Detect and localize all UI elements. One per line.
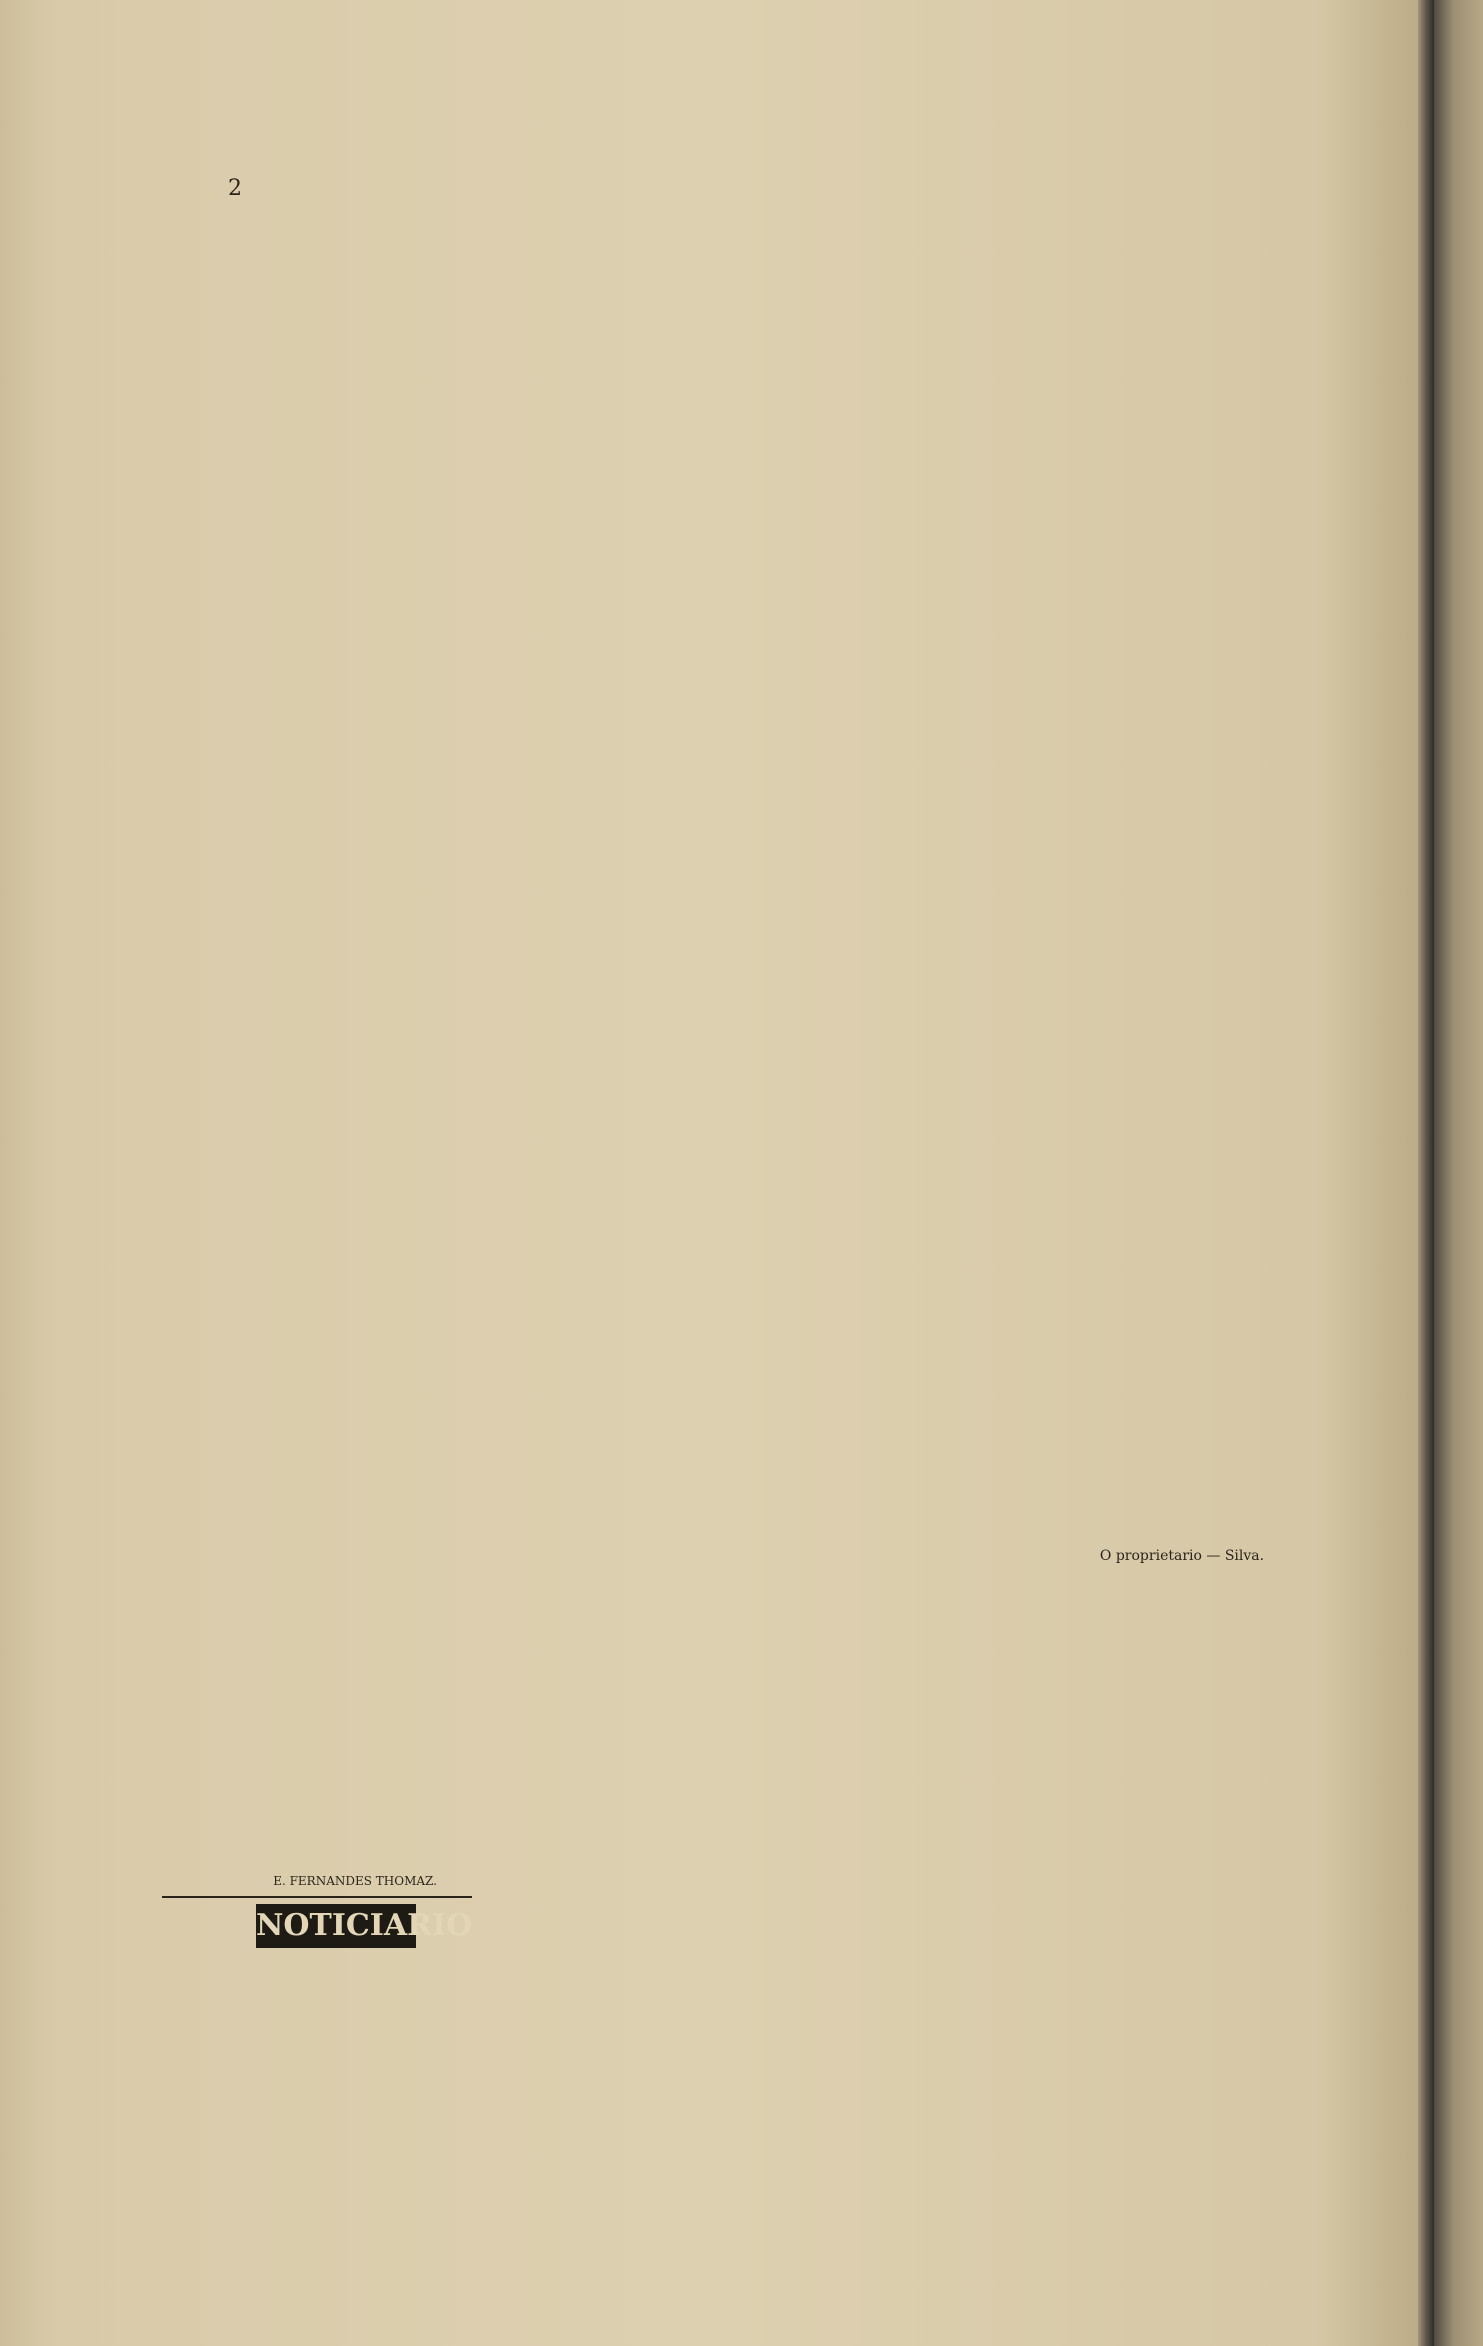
section-title: NOTICIARIO — [256, 1904, 416, 1948]
page-fold — [1418, 0, 1434, 2346]
page-number: 2 — [228, 176, 242, 201]
byline-column-1: E. FERNANDES THOMAZ. — [273, 1874, 437, 1888]
adjacent-page-edge — [1434, 0, 1483, 2346]
byline-column-4: O proprietario — Silva. — [1099, 1548, 1265, 1564]
column-1-rule — [162, 1896, 472, 1898]
